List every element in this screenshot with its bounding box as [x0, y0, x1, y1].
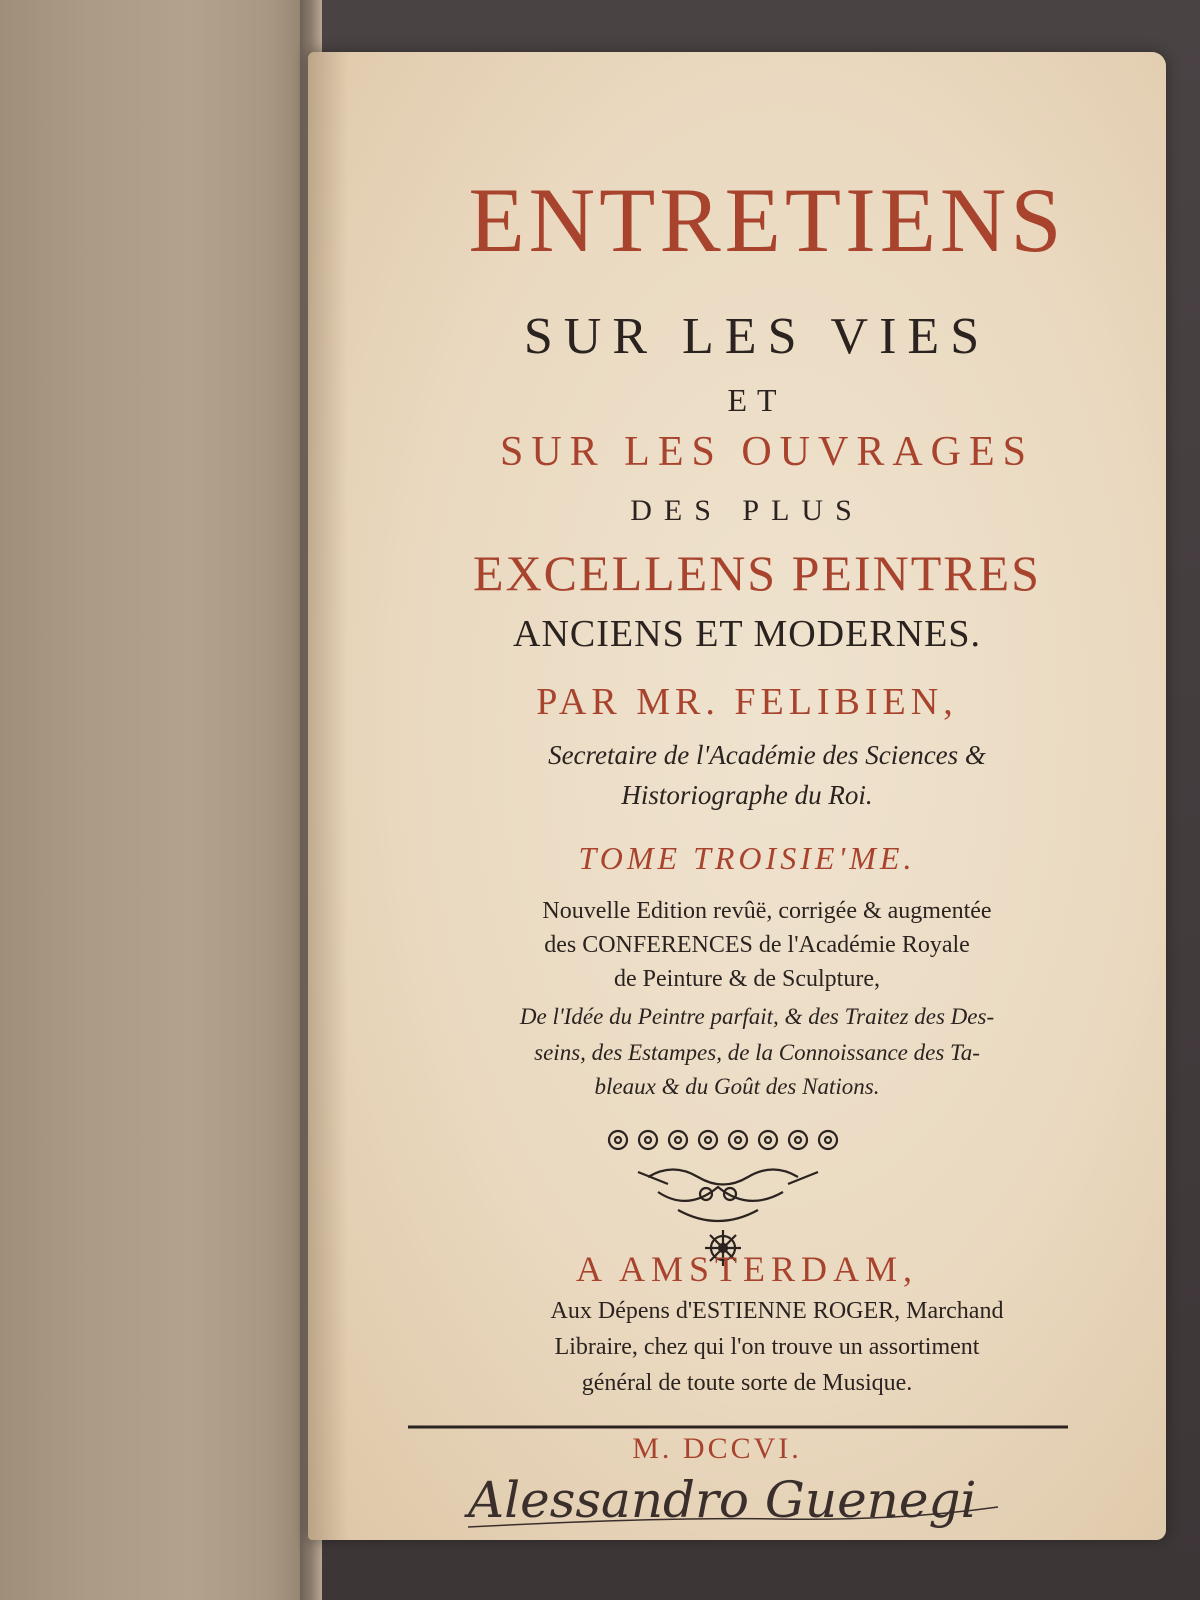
- contents-line-1: De l'Idée du Peintre parfait, & des Traitez des Des-: [519, 1004, 995, 1029]
- imprint-city: A AMSTERDAM,: [575, 1249, 919, 1289]
- contents-line-2: seins, des Estampes, de la Connoissance des Ta-: [534, 1040, 980, 1065]
- edition-line-1: Nouvelle Edition revûë, corrigée & augmentée: [542, 898, 992, 924]
- imprint-line-2: Libraire, chez qui l'on trouve un assortiment: [554, 1334, 980, 1360]
- subtitle-line-2: ET: [727, 382, 787, 418]
- main-title: ENTRETIENS: [468, 169, 1066, 271]
- signature-text: Alessandro Guenegi: [468, 1471, 977, 1529]
- volume-line: TOME TROISIE'ME.: [578, 840, 916, 876]
- title-page: [308, 52, 1166, 1540]
- edition-line-3: de Peinture & de Sculpture,: [614, 966, 880, 992]
- imprint-line-1: Aux Dépens d'ESTIENNE ROGER, Marchand: [550, 1298, 1004, 1324]
- left-flyleaf-page: [0, 0, 318, 1600]
- handwritten-signature: [458, 1447, 1018, 1557]
- subtitle-line-1: SUR LES VIES: [523, 308, 991, 365]
- imprint-line-3: général de toute sorte de Musique.: [581, 1370, 913, 1396]
- contents-line-3: bleaux & du Goût des Nations.: [594, 1074, 880, 1099]
- subtitle-line-4: DES PLUS: [630, 494, 864, 527]
- publication-date: M. DCCVI.: [632, 1432, 802, 1465]
- horizontal-rule: [408, 1424, 1068, 1430]
- author-title-line-2: Historiographe du Roi.: [621, 780, 873, 810]
- subtitle-line-6: ANCIENS ET MODERNES.: [513, 613, 981, 655]
- ornament-scroll: [638, 1170, 818, 1222]
- subtitle-line-3: SUR LES OUVRAGES: [499, 429, 1035, 475]
- author-title-line-1: Secretaire de l'Académie des Sciences &: [548, 740, 986, 770]
- author-line: PAR MR. FELIBIEN,: [536, 681, 958, 723]
- ornament-flower-row: [609, 1131, 837, 1149]
- edition-line-2: des CONFERENCES de l'Académie Royale: [544, 932, 970, 958]
- subtitle-line-5: EXCELLENS PEINTRES: [473, 545, 1041, 601]
